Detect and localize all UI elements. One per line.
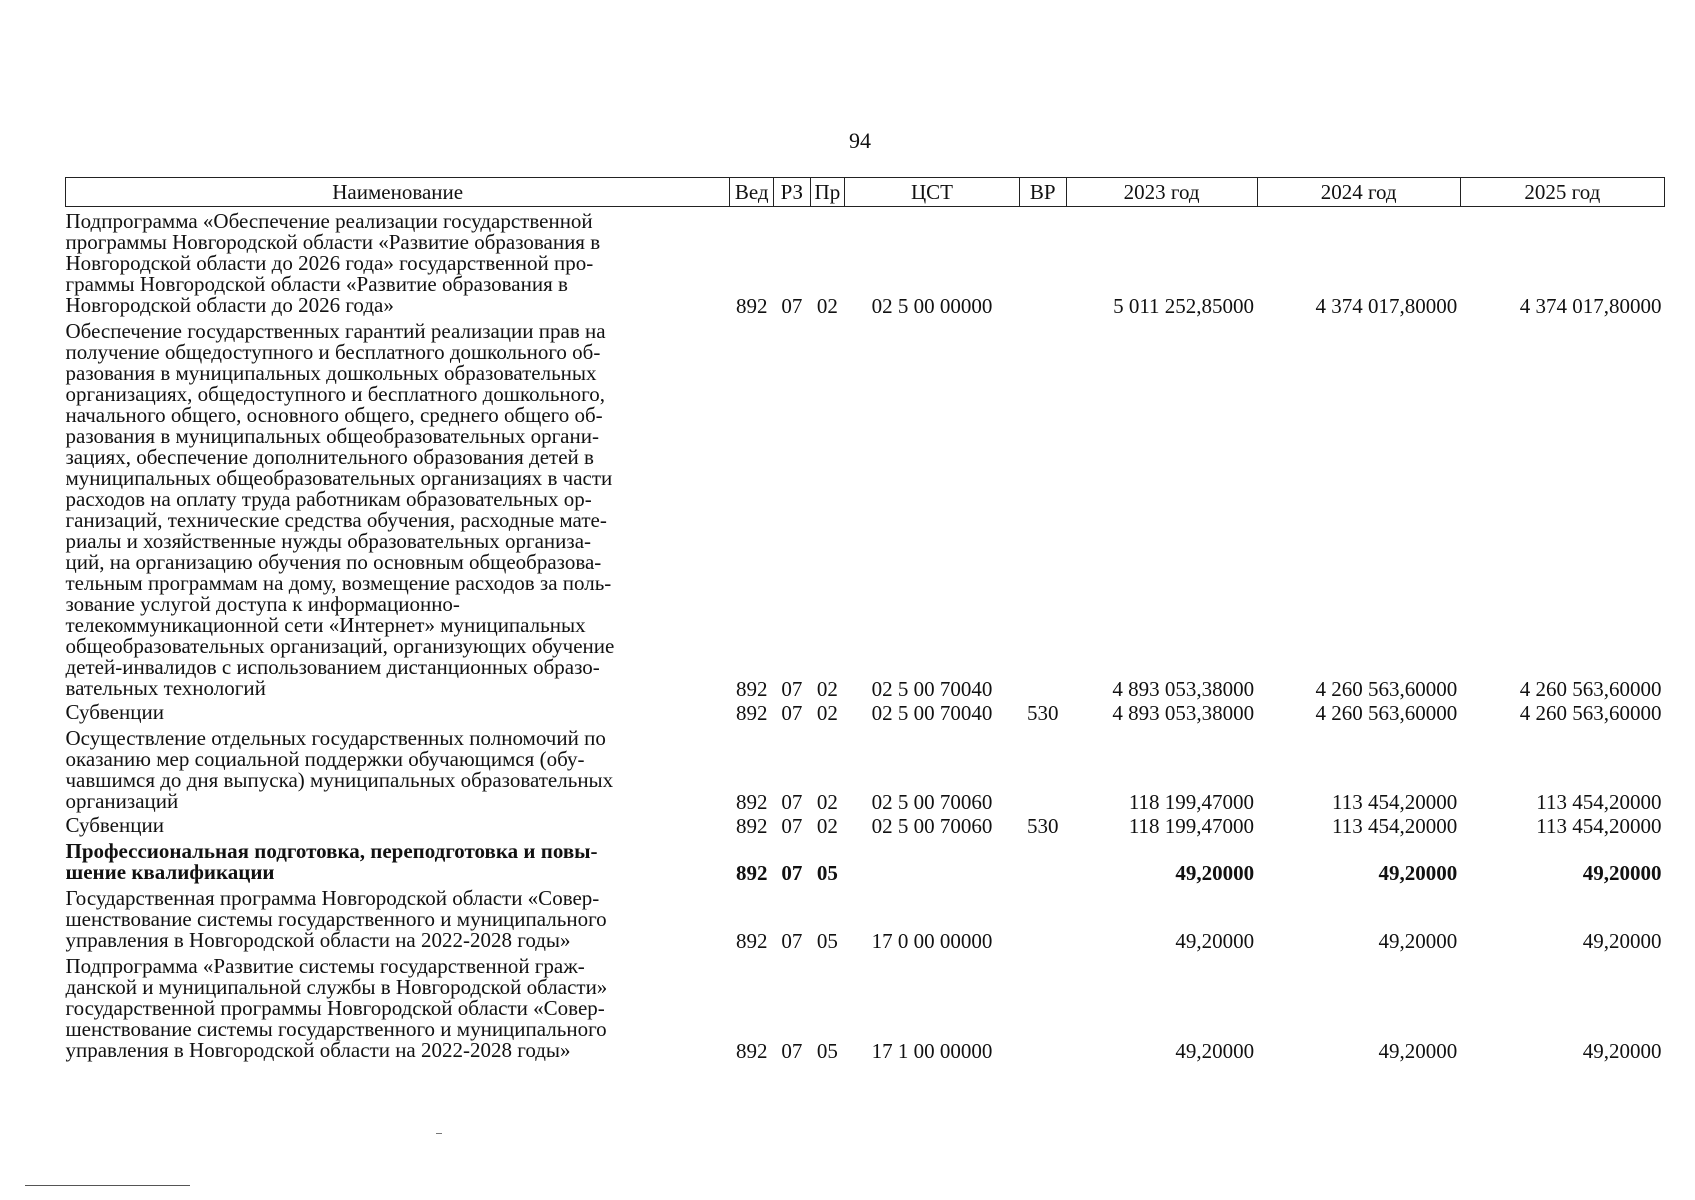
row-pr: 05 [816, 929, 838, 953]
row-2025: 4 260 563,60000 [1519, 677, 1662, 701]
row-rz: 07 [781, 861, 803, 885]
row-name-line: организациях, общедоступного и бесплатного дошкольного, [65, 382, 605, 406]
table-header-row [66, 178, 1665, 207]
table-row [66, 207, 1665, 318]
row-cst: 02 5 00 70060 [871, 814, 993, 838]
row-vr [1019, 317, 1066, 700]
row-ved: 892 [735, 294, 768, 318]
row-2025: 49,20000 [1582, 1039, 1662, 1063]
row-rz: 07 [781, 294, 803, 318]
row-name-line: расходов на оплату труда работникам образовательных ор- [65, 487, 592, 511]
row-name-line: зациях, обеспечение дополнительного образования детей в [65, 445, 594, 469]
row-vr [1019, 952, 1066, 1062]
row-2024: 49,20000 [1378, 861, 1458, 885]
row-name-line: данской и муниципальной службы в Новгородской области» [65, 975, 608, 999]
table-row [66, 884, 1665, 952]
row-2024: 113 454,20000 [1332, 790, 1458, 814]
row-2023: 49,20000 [1175, 861, 1255, 885]
table-row [66, 317, 1665, 700]
row-2025: 49,20000 [1582, 861, 1662, 885]
header-name: Наименование [66, 178, 730, 207]
row-pr: 05 [816, 1039, 838, 1063]
row-name-line: разования в муниципальных дошкольных образовательных [65, 361, 597, 385]
row-pr: 02 [816, 701, 838, 725]
row-rz: 07 [781, 701, 803, 725]
row-name-line: Осуществление отдельных государственных полномочий по [65, 726, 606, 750]
row-vr [1019, 724, 1066, 813]
row-name-line: тельным программам на дому, возмещение расходов за поль- [65, 571, 612, 595]
row-2024: 113 454,20000 [1332, 814, 1458, 838]
row-rz: 07 [781, 1039, 803, 1063]
row-name-line: управления в Новгородской области на 2022-2028 годы» [65, 928, 571, 952]
row-name-line: Государственная программа Новгородской области «Совер- [65, 886, 600, 910]
row-2023: 49,20000 [1175, 929, 1255, 953]
row-name-line: шенствование системы государственного и муниципального [65, 907, 607, 931]
row-ved: 892 [735, 929, 768, 953]
row-2025: 4 374 017,80000 [1519, 294, 1662, 318]
page-number: 94 [849, 128, 871, 153]
row-name [66, 317, 730, 700]
row-name [66, 724, 730, 813]
row-name-line: общеобразовательных организаций, организующих обучение [65, 634, 615, 658]
row-name-line: телекоммуникационной сети «Интернет» муниципальных [65, 613, 586, 637]
row-name [66, 207, 730, 318]
row-2025: 113 454,20000 [1536, 814, 1662, 838]
row-name-line: ганизаций, технические средства обучения, расходные мате- [65, 508, 607, 532]
row-name-line: Подпрограмма «Обеспечение реализации государственной [65, 209, 593, 233]
row-pr: 02 [816, 790, 838, 814]
row-rz: 07 [781, 814, 803, 838]
row-name-line: разования в муниципальных общеобразовательных органи- [65, 424, 599, 448]
row-vr: 530 [1026, 814, 1059, 838]
row-name-line: Субвенции [65, 700, 164, 724]
row-name [66, 700, 730, 724]
row-2024: 4 260 563,60000 [1315, 701, 1458, 725]
table-row [66, 724, 1665, 813]
row-2023: 5 011 252,85000 [1113, 294, 1255, 318]
row-name-line: Новгородской области до 2026 года» государственной про- [65, 251, 594, 275]
row-name-line: Подпрограмма «Развитие системы государственной граж- [65, 954, 585, 978]
row-pr: 02 [816, 677, 838, 701]
row-pr: 05 [816, 861, 838, 885]
row-name-line: программы Новгородской области «Развитие образования в [65, 230, 601, 254]
row-2025: 4 260 563,60000 [1519, 701, 1662, 725]
table-row [66, 700, 1665, 724]
table-body [66, 207, 1665, 1063]
row-2023: 4 893 053,38000 [1112, 701, 1255, 725]
row-pr: 02 [816, 814, 838, 838]
table-row [66, 952, 1665, 1062]
row-name-line: ций, на организацию обучения по основным общеобразова- [65, 550, 602, 574]
header-2024: 2024 год [1257, 178, 1460, 207]
row-name-line: начального общего, основного общего, среднего общего об- [65, 403, 603, 427]
row-ved: 892 [735, 677, 768, 701]
header-vr: ВР [1019, 178, 1066, 207]
row-2023: 118 199,47000 [1128, 814, 1255, 838]
row-cst: 02 5 00 70040 [871, 677, 993, 701]
row-name [66, 837, 730, 884]
row-2025: 49,20000 [1582, 929, 1662, 953]
row-cst: 17 1 00 00000 [871, 1039, 993, 1063]
row-cst [845, 837, 1020, 884]
row-name-line: граммы Новгородской области «Развитие образования в [65, 272, 568, 296]
row-rz: 07 [781, 929, 803, 953]
row-vr: 530 [1026, 701, 1059, 725]
row-name [66, 884, 730, 952]
row-ved: 892 [735, 790, 768, 814]
row-vr [1019, 837, 1066, 884]
row-2023: 4 893 053,38000 [1112, 677, 1255, 701]
row-name-line: государственной программы Новгородской области «Совер- [65, 996, 605, 1020]
row-2023: 118 199,47000 [1128, 790, 1255, 814]
row-name-line: шение квалификации [65, 860, 275, 884]
row-name-line: Профессиональная подготовка, переподготовка и повы- [65, 839, 598, 863]
row-pr: 02 [816, 294, 838, 318]
row-name-line: управления в Новгородской области на 2022-2028 годы» [65, 1038, 571, 1062]
row-name-line: чавшимся до дня выпуска) муниципальных образовательных [65, 768, 614, 792]
row-name-line: зование услугой доступа к информационно- [65, 592, 460, 616]
row-name-line: Субвенции [65, 813, 164, 837]
row-name-line: Новгородской области до 2026 года» [65, 293, 394, 317]
row-2023: 49,20000 [1175, 1039, 1255, 1063]
row-name-line: муниципальных общеобразовательных организациях в части [65, 466, 613, 490]
row-name-line: риалы и хозяйственные нужды образовательных организа- [65, 529, 592, 553]
row-cst: 02 5 00 70060 [871, 790, 993, 814]
row-ved: 892 [735, 814, 768, 838]
row-ved: 892 [735, 861, 768, 885]
row-name-line: вательных технологий [65, 676, 266, 700]
header-ved: Вед [730, 178, 774, 207]
row-name-line: оказанию мер социальной поддержки обучающимся (обу- [65, 747, 585, 771]
row-2024: 49,20000 [1378, 1039, 1458, 1063]
row-vr [1019, 207, 1066, 318]
row-ved: 892 [735, 1039, 768, 1063]
header-cst: ЦСТ [845, 178, 1020, 207]
row-2024: 49,20000 [1378, 929, 1458, 953]
scan-speck [436, 1133, 442, 1134]
table-row [66, 813, 1665, 837]
header-2023: 2023 год [1066, 178, 1257, 207]
row-name-line: организаций [65, 789, 179, 813]
footer-rule [25, 1185, 190, 1186]
row-name-line: получение общедоступного и бесплатного дошкольного об- [65, 340, 601, 364]
row-rz: 07 [781, 790, 803, 814]
row-name-line: Обеспечение государственных гарантий реализации прав на [65, 319, 606, 343]
row-name [66, 952, 730, 1062]
header-2025: 2025 год [1460, 178, 1664, 207]
row-name-line: детей-инвалидов с использованием дистанционных образо- [65, 655, 600, 679]
row-cst: 02 5 00 70040 [871, 701, 993, 725]
table-row [66, 837, 1665, 884]
row-name-line: шенствование системы государственного и муниципального [65, 1017, 607, 1041]
row-vr [1019, 884, 1066, 952]
row-cst: 17 0 00 00000 [871, 929, 993, 953]
header-pr: Пр [810, 178, 845, 207]
row-rz: 07 [781, 677, 803, 701]
row-2024: 4 374 017,80000 [1315, 294, 1458, 318]
row-name [66, 813, 730, 837]
budget-table [65, 177, 1665, 1062]
header-rz: РЗ [774, 178, 811, 207]
row-2025: 113 454,20000 [1536, 790, 1662, 814]
row-cst: 02 5 00 00000 [871, 294, 993, 318]
row-ved: 892 [735, 701, 768, 725]
row-2024: 4 260 563,60000 [1315, 677, 1458, 701]
